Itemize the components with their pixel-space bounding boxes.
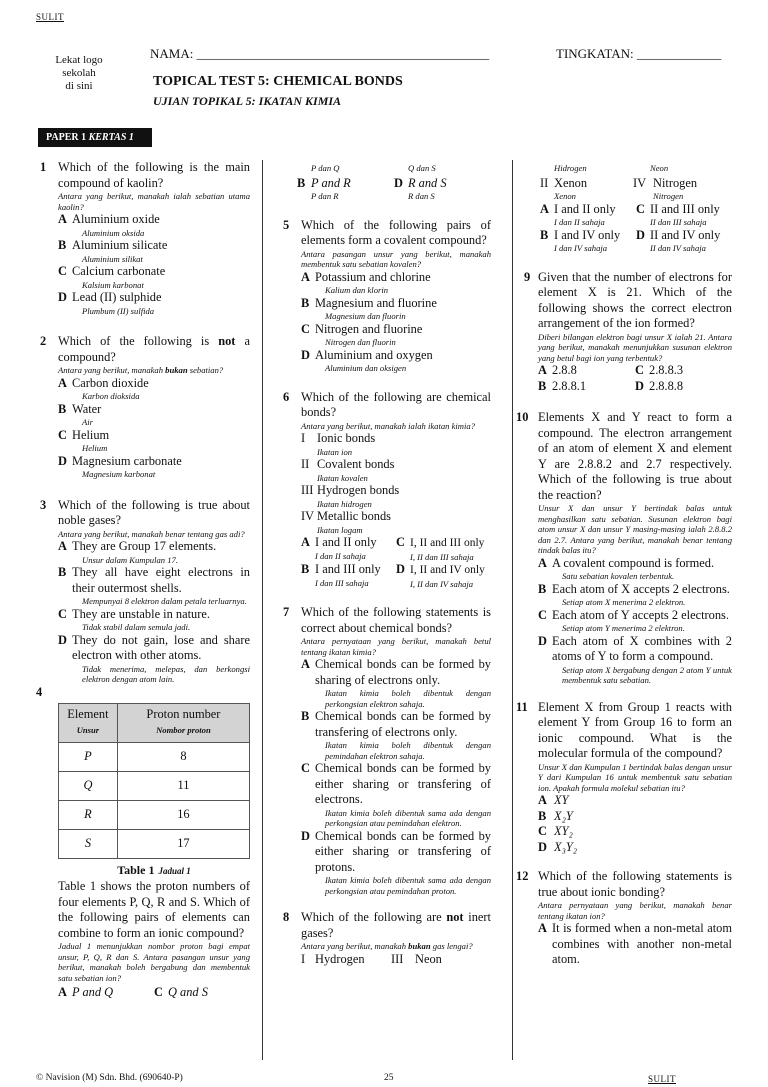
roman-item: III Hydrogen bonds Ikatan hidrogen bbox=[301, 483, 400, 509]
proton-table bbox=[58, 703, 250, 859]
roman-item: I Ionic bonds Ikatan ion bbox=[301, 431, 376, 457]
option: A XY bbox=[538, 793, 569, 807]
paper-label: PAPER 1 KERTAS 1 bbox=[38, 128, 152, 147]
option: B Magnesium and fluorine Magnesium dan fluorin bbox=[301, 295, 437, 321]
table-header-proton: Proton number Nombor proton bbox=[117, 703, 249, 742]
table-header-element: Element Unsur bbox=[59, 703, 118, 742]
column-divider bbox=[512, 160, 513, 1060]
page-subtitle: UJIAN TOPIKAL 5: IKATAN KIMIA bbox=[153, 94, 342, 108]
column-3 bbox=[516, 160, 732, 968]
option-pair: B 2.8.8.1 D 2.8.8.8 bbox=[538, 378, 684, 393]
roman-item: IV Metallic bonds Ikatan logam bbox=[301, 509, 391, 535]
name-field: NAMA: _____________________________________________ bbox=[150, 46, 490, 61]
option-pair: A I and II only I dan II sahaja C II and III only II dan III sahaja bbox=[540, 201, 720, 227]
option: D Each atom of X combines with 2 atoms of Y to form a compound. Setiap atom X bergabung dengan 2 atom Y untuk membentuk satu sebatian. bbox=[538, 633, 732, 685]
question-10: 10 Elements X and Y react to form a compound. The electron arrangement of an atom of element X and element Y are 2.8.8.2 and 2.7 respectively. Which of the following is true about the reaction? Unsur X dan unsur Y bertindak balas untuk menghasilkan satu sebatian. Susunan elektron bagi atom unsur X dan unsur Y masing-masing ialah 2.8.8.2 dan 2.7. Antara yang berikut, manakah benar tentang tindak balas itu? A A covalent compound is formed. Satu sebatian kovalen terbentuk. B Each atom of X accepts 2 electrons. Setiap atom X menerima 2 elektron. C Each atom of Y accepts 2 electrons. Setiap atom Y menerima 2 elektron. D Each atom of X combines with 2 atoms of Y to form a compound. Setiap atom X bergabung dengan 2 atom Y untuk membentuk satu sebatian. bbox=[516, 410, 732, 685]
question-3: 3 Which of the following is true about noble gases? Antara yang berikut, manakah benar tentang gas adi? A They are Group 17 elements. Unsur dalam Kumpulan 17. B They all have eight electrons in their outermost shells. Mempunyai 8 elektron dalam petala terluarnya. C They are unstable in nature. Tidak stabil dalam semula jadi. D They do not gain, lose and share electron with other atoms. Tidak menerima, melepas, dan berkongsi elektron dengan atom lain. bbox=[40, 497, 250, 684]
question-12: 12 Which of the following statements is true about ionic bonding? Antara pernyataan yang berikut, manakah benar tentang ikatan ion? A It is formed when a non-metal atom combines with another non-metal atom. bbox=[516, 869, 732, 966]
option: A Carbon dioxide Karbon dioksida bbox=[58, 375, 149, 401]
option: A Chemical bonds can be formed by sharing of electrons only. Ikatan kimia boleh dibentuk dengan perkongsian elektron sahaja. bbox=[301, 657, 491, 709]
option: A Potassium and chlorine Kalium dan klorin bbox=[301, 269, 431, 295]
question-1: 1 Which of the following is the main compound of kaolin? Antara yang berikut, manakah ialah sebatian utama kaolin? A Aluminium oxide Aluminium oksida B Aluminium silicate Aluminium silikat C Calcium carbonate Kalsium karbonat D Lead (II) sulphide Plumbum (II) sulfida bbox=[40, 160, 250, 316]
option: C Helium Helium bbox=[58, 427, 110, 453]
option: D X₃Y₂ bbox=[538, 839, 578, 854]
table-row: Q 11 bbox=[59, 771, 250, 800]
page-number: 25 bbox=[384, 1073, 394, 1083]
option: B X₂Y bbox=[538, 808, 573, 823]
option: C Each atom of Y accepts 2 electrons. Setiap atom Y menerima 2 elektron. bbox=[538, 607, 729, 633]
option-pair: A I and II only I dan II sahaja C I, II and III only I, II dan III sahaja bbox=[301, 535, 485, 562]
question-6: 6 Which of the following are chemical bonds? Antara yang berikut, manakah ialah ikatan kimia? I Ionic bonds Ikatan ion II Covalent bonds Ikatan kovalen III Hydrogen bonds Ikatan hidrogen IV Metallic bonds Ikatan logam A I and II only I dan II sahaja C I, II and III only I, II dan III sahaja B I and III only I dan III sahaja D I, II and IV only I, II dan IV sahaja bbox=[283, 389, 491, 589]
sulit-top: SULIT bbox=[36, 12, 64, 22]
option-pair: A 2.8.8 C 2.8.8.3 bbox=[538, 363, 684, 377]
question-8-continued: Hidrogen Neon II Xenon Xenon IV Nitrogen Nitrogen A I and II only I dan II sahaja C II and III only II dan III sahaja B I and IV only I dan IV sahaja D II and IV only II dan IV sahaja bbox=[520, 160, 732, 254]
question-2: 2 Which of the following is not a compound? Antara yang berikut, manakah bukan sebatian? A Carbon dioxide Karbon dioksida B Water Air C Helium Helium D Magnesium carbonate Magnesium karbonat bbox=[40, 334, 250, 479]
question-11: 11 Element X from Group 1 reacts with element Y from Group 16 to form an ionic compound. What is the molecular formula of the compound? Unsur X dan Kumpulan 1 bertindak balas dengan unsur Y dari Kumpulan 16 untuk membentuk satu sebatian ion. Apakah formula molekul sebatian itu? A XY B X₂Y C XY₂ D X₃Y₂ bbox=[516, 699, 732, 854]
tingkatan-field: TINGKATAN: _____________ bbox=[556, 46, 722, 61]
sulit-bottom: SULIT bbox=[648, 1074, 676, 1084]
option: D Aluminium and oxygen Aluminium dan oksigen bbox=[301, 347, 433, 373]
column-1 bbox=[36, 160, 250, 1001]
table-caption: Table 1 Jadual 1 bbox=[117, 862, 191, 877]
option: D They do not gain, lose and share electron with other atoms. Tidak menerima, melepas, dan berkongsi elektron dengan atom lain. bbox=[58, 632, 250, 684]
option: D Lead (II) sulphide Plumbum (II) sulfida bbox=[58, 290, 162, 316]
logo-placeholder: Lekat logo sekolah di sini bbox=[55, 54, 103, 92]
option-pair: B I and III only I dan III sahaja D I, II and IV only I, II dan IV sahaja bbox=[301, 562, 485, 589]
option: D Chemical bonds can be formed by either sharing or transfering of protons. Ikatan kimia boleh dibentuk sama ada dengan perkongsian atau pemindahan proton. bbox=[301, 828, 491, 896]
column-2 bbox=[283, 160, 491, 967]
option: C XY₂ bbox=[538, 824, 573, 838]
option: B Chemical bonds can be formed by transfering of electrons only. Ikatan kimia boleh dibentuk dengan pemindahan elektron sahaja. bbox=[301, 709, 491, 761]
question-8: 8 Which of the following are not inert gases? Antara yang berikut, manakah bukan gas lengai? I Hydrogen III Neon bbox=[283, 910, 491, 966]
option: A A covalent compound is formed. Satu sebatian kovalen terbentuk. bbox=[538, 555, 715, 581]
roman-pair: I Hydrogen III Neon bbox=[301, 951, 442, 966]
option: B Each atom of X accepts 2 electrons. Setiap atom X menerima 2 elektron. bbox=[538, 581, 730, 607]
question-5: 5 Which of the following pairs of elements form a covalent compound? Antara pasangan unsur yang berikut, manakah membentuk satu sebatian kovalen? A Potassium and chlorine Kalium dan klorin B Magnesium and fluorine Magnesium dan fluorin C Nitrogen and fluorine Nitrogen dan fluorin D Aluminium and oxygen Aluminium dan oksigen bbox=[283, 217, 491, 373]
option: C Chemical bonds can be formed by either sharing or transfering of electrons. Ikatan kimia boleh dibentuk sama ada dengan perkongsian atau pemindahan elektron. bbox=[301, 761, 491, 828]
option-pair: A P and Q C Q and S bbox=[58, 985, 208, 999]
page-title: TOPICAL TEST 5: CHEMICAL BONDS bbox=[153, 74, 403, 89]
option: A Aluminium oxide Aluminium oksida bbox=[58, 212, 160, 238]
table-row: R 16 bbox=[59, 800, 250, 829]
option: C Calcium carbonate Kalsium karbonat bbox=[58, 264, 166, 290]
option-pair: B I and IV only I dan IV sahaja D II and IV only II dan IV sahaja bbox=[540, 227, 721, 253]
option: B Water Air bbox=[58, 401, 102, 427]
question-4-continued: P dan Q Q dan S B P and R P dan R D R and S R dan S bbox=[297, 163, 447, 201]
table-row: P 8 bbox=[59, 742, 250, 771]
option: A It is formed when a non-metal atom combines with another non-metal atom. bbox=[538, 921, 732, 966]
option: C They are unstable in nature. Tidak stabil dalam semula jadi. bbox=[58, 606, 210, 632]
table-row: S 17 bbox=[59, 829, 250, 858]
roman-item: II Covalent bonds Ikatan kovalen bbox=[301, 457, 395, 483]
option: D Magnesium carbonate Magnesium karbonat bbox=[58, 453, 182, 479]
question-9: 9 Given that the number of electrons for element X is 21. Which of the following shows the correct electron arrangement of the ion formed? Diberi bilangan elektron bagi unsur X ialah 21. Antara yang berikut, manakah menunjukkan susunan elektron yang betul bagi ion yang terbentuk? A 2.8.8 C 2.8.8.3 B 2.8.8.1 D 2.8.8.8 bbox=[520, 270, 732, 395]
option: B Aluminium silicate Aluminium silikat bbox=[58, 238, 168, 264]
question-4: 4 Element Unsur Proton number Nombor proton P 8 Q 11 R 16 S 17 Table 1 Jadual 1 Table 1 shows the proton numbers of four elements P, Q, R and S. Which of the following pairs of elements can combine to form an ionic compound? Jadual 1 menunjukkan nombor proton bagi empat unsur, P, Q, R dan S. Antara pasangan unsur yang berikut, manakah boleh bergabung dan membentuk satu sebatian ion? A P and Q C Q and S bbox=[36, 684, 250, 999]
footer-copyright: © Navision (M) Sdn. Bhd. (690640-P) bbox=[36, 1073, 183, 1083]
question-7: 7 Which of the following statements is correct about chemical bonds? Antara pernyataan yang berikut, manakah betul tentang ikatan kimia? A Chemical bonds can be formed by sharing of electrons only. Ikatan kimia boleh dibentuk dengan perkongsian elektron sahaja. B Chemical bonds can be formed by transfering of electrons only. Ikatan kimia boleh dibentuk dengan pemindahan elektron sahaja. C Chemical bonds can be formed by either sharing or transfering of electrons. Ikatan kimia boleh dibentuk sama ada dengan perkongsian atau pemindahan elektron. D Chemical bonds can be formed by either sharing or transfering of protons. Ikatan kimia boleh dibentuk sama ada dengan perkongsian atau pemindahan proton. bbox=[283, 605, 491, 896]
column-divider bbox=[262, 160, 263, 1060]
option: B They all have eight electrons in their outermost shells. Mempunyai 8 elektron dalam petala terluarnya. bbox=[58, 565, 250, 606]
option: C Nitrogen and fluorine Nitrogen dan fluorin bbox=[301, 321, 423, 347]
option: A They are Group 17 elements. Unsur dalam Kumpulan 17. bbox=[58, 539, 217, 565]
